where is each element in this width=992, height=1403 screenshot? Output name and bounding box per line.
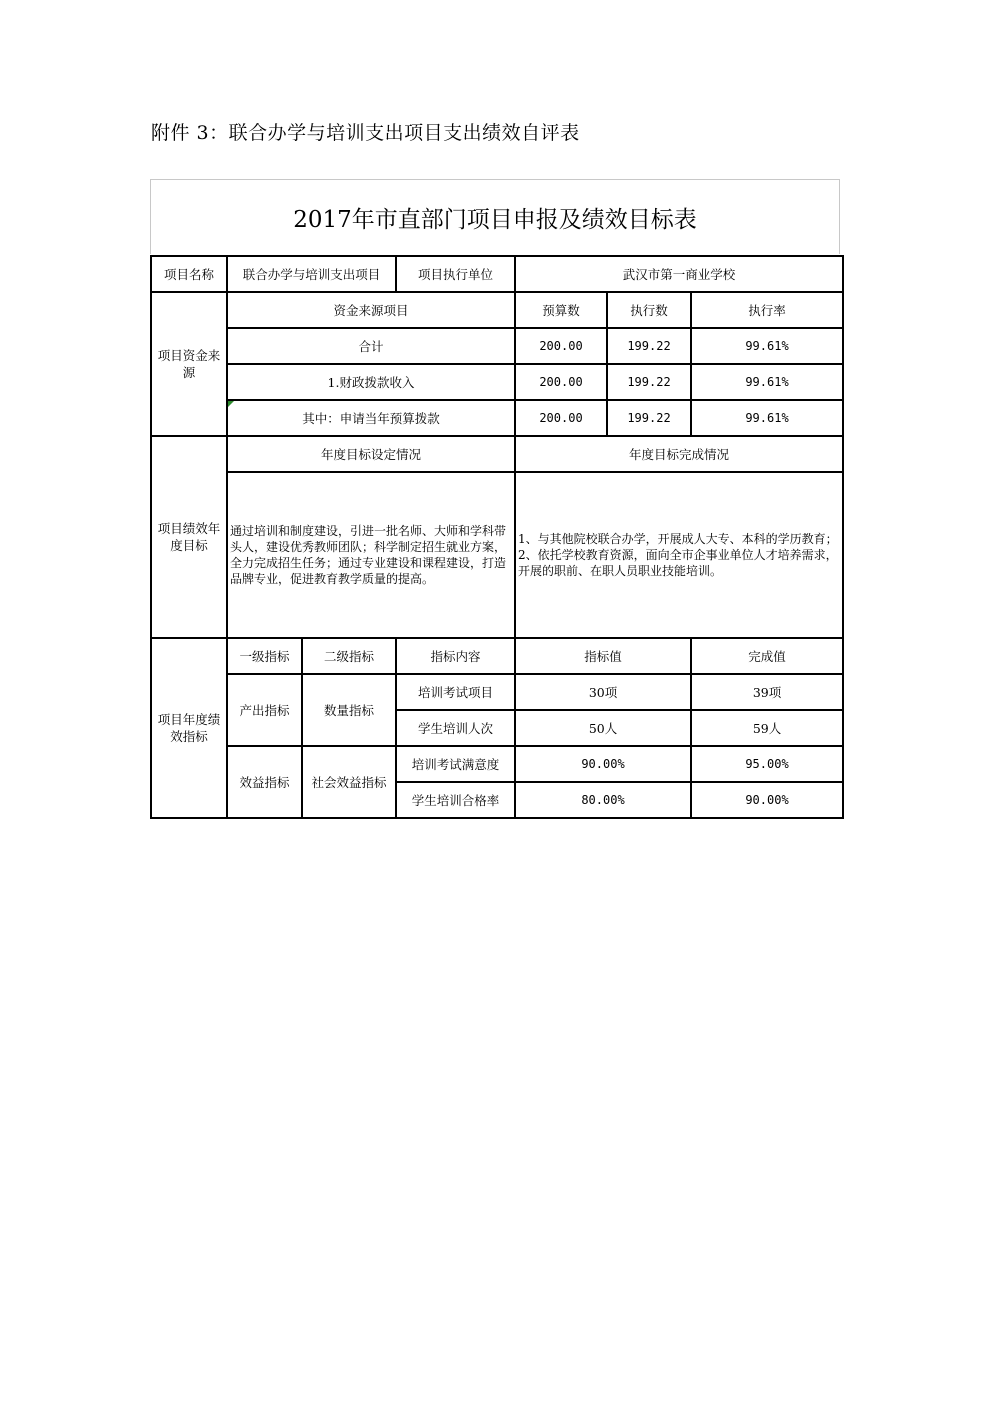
funding-item-cell: [227, 400, 515, 436]
funding-executed: 199.22: [607, 328, 691, 364]
funding-item: 合计: [227, 328, 515, 364]
funding-header-executed: 执行数: [607, 292, 691, 328]
funding-rate: 99.61%: [691, 328, 843, 364]
funding-row: [151, 364, 843, 400]
project-name-value: 联合办学与培训支出项目: [227, 256, 396, 292]
funding-budget: 200.00: [515, 364, 607, 400]
funding-executed: 199.22: [607, 364, 691, 400]
indicator-level1: 产出指标: [227, 674, 302, 746]
indicator-level1: 效益指标: [227, 746, 302, 818]
indicator-actual: 95.00%: [691, 746, 843, 782]
funding-header-rate: 执行率: [691, 292, 843, 328]
goal-done-text-1: 1、与其他院校联合办学，开展成人大专、本科的学历教育；: [518, 532, 838, 546]
indicator-target: 80.00%: [515, 782, 691, 818]
project-name-label: 项目名称: [151, 256, 227, 292]
indicator-target: 30项: [515, 674, 691, 710]
attachment-heading: 附件 3：联合办学与培训支出项目支出绩效自评表: [151, 122, 580, 144]
indicator-section-label: 项目年度绩效指标: [151, 638, 227, 818]
funding-rate: 99.61%: [691, 364, 843, 400]
goal-done-header: 年度目标完成情况: [515, 436, 843, 472]
funding-header-item: 资金来源项目: [227, 292, 515, 328]
goal-done-text-2: 2、依托学校教育资源，面向全市企事业单位人才培养需求，开展的职前、在职人员职业技能培训。: [518, 548, 838, 578]
funding-rate: 99.61%: [691, 400, 843, 436]
goal-set-text: 通过培训和制度建设，引进一批名师、大师和学科带头人，建设优秀教师团队；科学制定招生就业方案，全力完成招生任务；通过专业建设和课程建设，打造品牌专业，促进教育教学质量的提高。: [227, 472, 515, 638]
goal-section-label: 项目绩效年度目标: [151, 436, 227, 638]
indicator-row: [151, 746, 843, 782]
indicator-level2: 数量指标: [302, 674, 396, 746]
project-unit-value: 武汉市第一商业学校: [515, 256, 843, 292]
funding-executed: 199.22: [607, 400, 691, 436]
funding-header-budget: 预算数: [515, 292, 607, 328]
indicator-header-content: 指标内容: [396, 638, 515, 674]
indicator-header-level1: 一级指标: [227, 638, 302, 674]
indicator-actual: 39项: [691, 674, 843, 710]
indicator-target: 90.00%: [515, 746, 691, 782]
indicator-content: 培训考试项目: [396, 674, 515, 710]
goal-done-cell: [515, 472, 843, 638]
cell-comment-marker: [228, 401, 234, 407]
indicator-target: 50人: [515, 710, 691, 746]
project-unit-label: 项目执行单位: [396, 256, 515, 292]
indicator-row: [151, 674, 843, 710]
goal-set-header: 年度目标设定情况: [227, 436, 515, 472]
funding-row: [151, 400, 843, 436]
funding-item: 其中：申请当年预算拨款: [302, 410, 440, 426]
funding-header-row: [151, 292, 843, 328]
indicator-content: 培训考试满意度: [396, 746, 515, 782]
funding-budget: 200.00: [515, 400, 607, 436]
indicator-header-level2: 二级指标: [302, 638, 396, 674]
project-info-row: [151, 256, 843, 292]
table-title: 2017年市直部门项目申报及绩效目标表: [150, 179, 840, 254]
indicator-level2: 社会效益指标: [302, 746, 396, 818]
indicator-content: 学生培训合格率: [396, 782, 515, 818]
indicator-header-target: 指标值: [515, 638, 691, 674]
goal-content-row: [151, 472, 843, 638]
goal-header-row: [151, 436, 843, 472]
performance-table: [150, 255, 844, 819]
indicator-content: 学生培训人次: [396, 710, 515, 746]
funding-section-label: 项目资金来源: [151, 292, 227, 436]
indicator-actual: 90.00%: [691, 782, 843, 818]
indicator-actual: 59人: [691, 710, 843, 746]
indicator-header-row: [151, 638, 843, 674]
funding-row: [151, 328, 843, 364]
funding-item: 1.财政拨款收入: [227, 364, 515, 400]
funding-budget: 200.00: [515, 328, 607, 364]
indicator-header-actual: 完成值: [691, 638, 843, 674]
